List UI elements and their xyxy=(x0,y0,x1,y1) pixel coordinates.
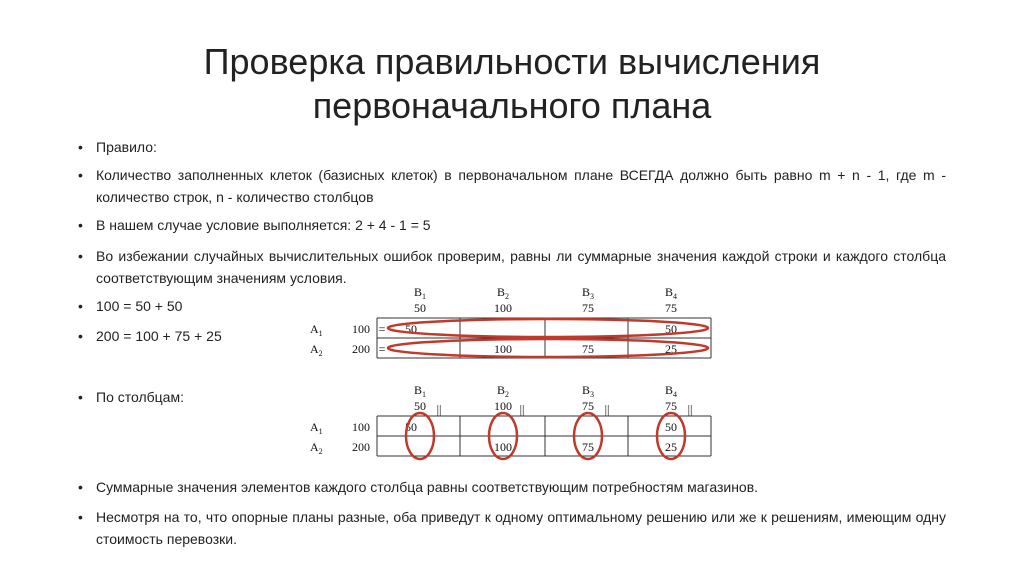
title-line-2: первоначального плана xyxy=(312,85,712,126)
column-demand-b1: 50 xyxy=(414,301,426,315)
column-header-b4: $B_4$ xyxy=(664,285,678,301)
row-supply-a2: 200 xyxy=(352,342,370,356)
title-line-1: Проверка правильности вычисления xyxy=(203,41,821,82)
parallel-mark-b3: || xyxy=(604,402,610,416)
column-header-b4: $B_4$ xyxy=(664,383,678,399)
cell-a1-b4: 50 xyxy=(665,420,677,434)
row-label-a1: $A_1$ xyxy=(310,420,323,436)
cell-a2-b2: 100 xyxy=(494,342,512,356)
bullet-rule: • Правило: xyxy=(78,136,157,158)
column-demand-b4: 75 xyxy=(665,399,677,413)
column-header-b1: $B_1$ xyxy=(413,383,427,399)
bullet-sum: • Суммарные значения элементов каждого столбца равны соответствующим потребностям магазинов. xyxy=(78,476,758,498)
cell-a2-b3: 75 xyxy=(582,440,594,454)
column-header-b1: $B_1$ xyxy=(413,285,427,301)
bullet-case: • В нашем случае условие выполняется: 2 + 4 - 1 = 5 xyxy=(78,214,431,236)
row-supply-a1: 100 xyxy=(352,322,370,336)
column-demand-b3: 75 xyxy=(582,301,594,315)
cell-a1-b1: 50 xyxy=(405,322,417,336)
cell-a2-b4: 25 xyxy=(665,342,677,356)
column-header-b2: $B_2$ xyxy=(496,383,510,399)
table-svg xyxy=(300,382,720,462)
column-header-b2: $B_2$ xyxy=(496,285,510,301)
row-highlight-ellipse-a2 xyxy=(388,339,708,357)
equals-sign-a1: = xyxy=(378,322,386,336)
cell-a2-b3: 75 xyxy=(582,342,594,356)
cell-a1-b4: 50 xyxy=(665,322,677,336)
transport-table-columns xyxy=(300,382,720,462)
column-demand-b1: 50 xyxy=(414,399,426,413)
cell-a2-b2: 100 xyxy=(494,440,512,454)
parallel-mark-b1: || xyxy=(436,402,442,416)
bullet-row2: • 200 = 100 + 75 + 25 xyxy=(78,325,222,347)
equals-sign-a2: = xyxy=(378,342,386,356)
bullet-check: • Во избежании случайных вычислительных ошибок проверим, равны ли суммарные значения каждой строки и каждого столбца соответствующим значениям условия. xyxy=(78,245,946,289)
bullet-count-rule: • Количество заполненных клеток (базисных клеток) в первоначальном плане ВСЕГДА должно быть равно m + n - 1, где m - количество строк, n - количество столбцов xyxy=(78,164,946,208)
column-demand-b3: 75 xyxy=(582,399,594,413)
cell-a2-b4: 25 xyxy=(665,440,677,454)
row-label-a1: $A_1$ xyxy=(310,322,323,338)
column-header-b3: $B_3$ xyxy=(581,285,595,301)
bullet-final: • Несмотря на то, что опорные планы разные, оба приведут к одному оптимальному решению или же к решениям, имеющим одну стоимость перевозки. xyxy=(78,506,946,550)
bullet-cols: • По столбцам: xyxy=(78,386,184,408)
transport-table-rows xyxy=(300,284,720,364)
column-demand-b2: 100 xyxy=(494,399,512,413)
bullet-row1: • 100 = 50 + 50 xyxy=(78,295,182,317)
column-header-b3: $B_3$ xyxy=(581,383,595,399)
row-supply-a2: 200 xyxy=(352,440,370,454)
parallel-mark-b4: || xyxy=(687,402,693,416)
column-demand-b4: 75 xyxy=(665,301,677,315)
parallel-mark-b2: || xyxy=(519,402,525,416)
column-demand-b2: 100 xyxy=(494,301,512,315)
row-highlight-ellipse-a1 xyxy=(388,319,708,337)
slide-title xyxy=(0,40,1024,128)
row-label-a2: $A_2$ xyxy=(310,440,323,456)
row-supply-a1: 100 xyxy=(352,420,370,434)
row-label-a2: $A_2$ xyxy=(310,342,323,358)
cell-a1-b1: 50 xyxy=(405,420,417,434)
table-svg xyxy=(300,284,720,364)
